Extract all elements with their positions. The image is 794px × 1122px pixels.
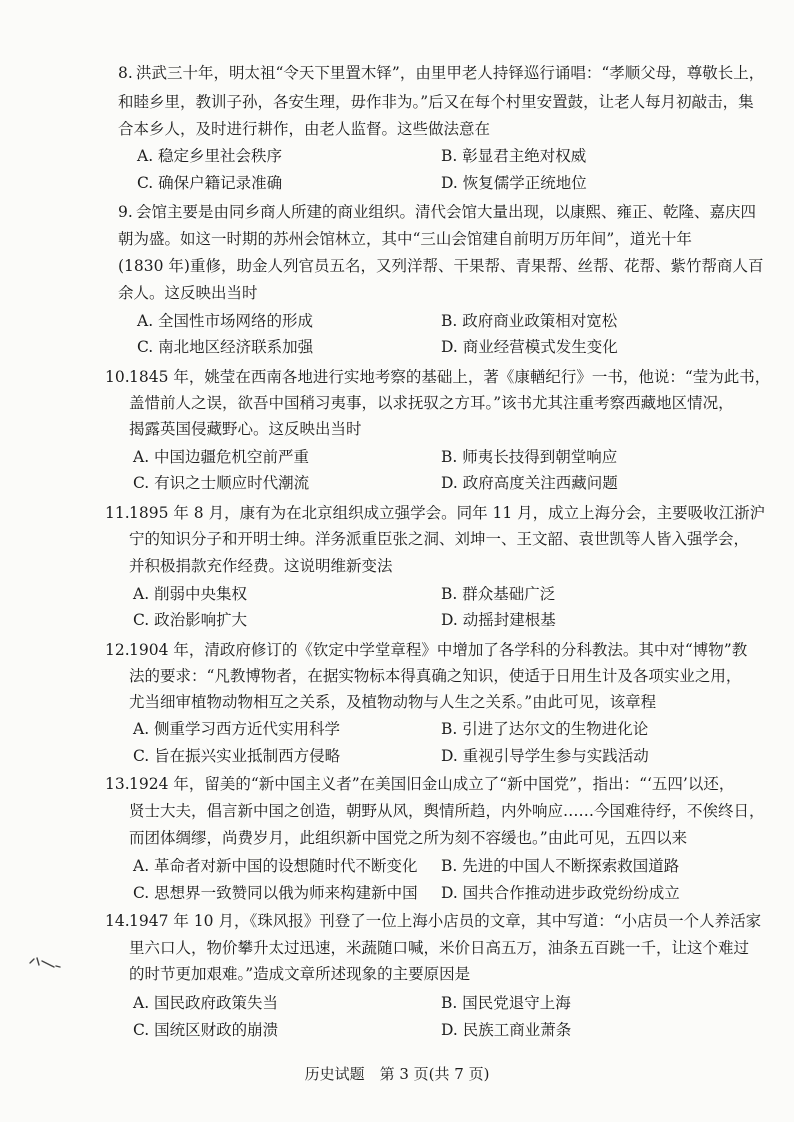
question-stem-line: 并积极捐款充作经费。这说明维新变法 <box>129 557 393 575</box>
question-stem-line: 揭露英国侵藏野心。这反映出当时 <box>129 420 362 438</box>
question-stem-line: 余人。这反映出当时 <box>118 284 258 302</box>
question-stem-line: 1895 年 8 月，康有为在北京组织成立强学会。同年 11 月，成立上海分会，主要吸收江浙沪 <box>129 504 766 522</box>
question-stem-line: 1947 年 10 月，《珠风报》刊登了一位上海小店员的文章，其中写道：“小店员一个人养活家 <box>129 912 762 930</box>
question-number: 10. <box>105 368 130 386</box>
question-stem-line: 1904 年，清政府修订的《钦定中学堂章程》中增加了各学科的分科教法。其中对“博物”教 <box>129 641 748 659</box>
question-stem-line: 尤当细审植物动物相互之关系，及植物动物与人生之关系。”由此可见，该章程 <box>129 693 657 711</box>
option-d: D. 重视引导学生参与实践活动 <box>441 747 649 765</box>
option-c: C. 政治影响扩大 <box>133 611 248 629</box>
question-stem-line: 洪武三十年，明太祖“令天下里置木铎”，由里甲老人持铎巡行诵唱：“孝顺父母，尊敬长上， <box>136 64 765 82</box>
option-a: A. 国民政府政策失当 <box>133 994 279 1012</box>
option-d: D. 恢复儒学正统地位 <box>441 174 587 192</box>
option-c: C. 国统区财政的崩溃 <box>133 1021 279 1039</box>
option-a: A. 侧重学习西方近代实用科学 <box>133 720 341 738</box>
question-stem-line: 1845 年，姚莹在西南各地进行实地考察的基础上，著《康輶纪行》一书，他说：“莹为此书， <box>129 368 771 386</box>
question-stem-line: 会馆主要是由同乡商人所建的商业组织。清代会馆大量出现，以康熙、雍正、乾隆、嘉庆四 <box>136 203 757 221</box>
option-b: B. 政府商业政策相对宽松 <box>441 312 618 330</box>
option-b: B. 群众基础广泛 <box>441 585 556 603</box>
option-c: C. 有识之士顺应时代潮流 <box>133 474 310 492</box>
question-number: 14. <box>105 912 130 930</box>
question-number: 8. <box>118 64 133 82</box>
option-c: C. 思想界一致赞同以俄为师来构建新中国 <box>133 884 418 902</box>
page-footer: 历史试题 第 3 页(共 7 页) <box>304 1065 490 1083</box>
option-a: A. 革命者对新中国的设想随时代不断变化 <box>133 857 418 875</box>
option-b: B. 师夷长技得到朝堂响应 <box>441 448 618 466</box>
option-a: A. 削弱中央集权 <box>133 585 248 603</box>
option-b: B. 国民党退守上海 <box>441 994 571 1012</box>
option-d: D. 民族工商业萧条 <box>441 1021 572 1039</box>
question-stem-line: 朝为盛。如这一时期的苏州会馆林立，其中“三山会馆建自前明万历年间”，道光十年 <box>118 230 692 248</box>
option-d: D. 政府高度关注西藏问题 <box>441 474 618 492</box>
option-c: C. 确保户籍记录准确 <box>137 174 283 192</box>
question-stem-line: 而团体绸缪，尚费岁月，此组织新中国党之所为刻不容缓也。”由此可见，五四以来 <box>129 829 688 847</box>
question-stem-line: (1830 年)重修，助金人列官员五名，又列洋帮、干果帮、青果帮、丝帮、花帮、紫竹帮商人百 <box>118 257 764 275</box>
question-stem-line: 1924 年，留美的“新中国主义者”在美国旧金山成立了“新中国党”，指出：“‘五四’以还， <box>129 775 735 793</box>
option-d: D. 国共合作推动进步政党纷纷成立 <box>441 884 680 902</box>
option-c: C. 旨在振兴实业抵制西方侵略 <box>133 747 341 765</box>
question-stem-line: 法的要求：“凡教博物者，在据实物标本得真确之知识，使适于日用生计及各项实业之用， <box>129 667 742 685</box>
scan-mark <box>28 955 62 969</box>
option-d: D. 商业经营模式发生变化 <box>441 338 618 356</box>
question-stem-line: 和睦乡里，教训子孙，各安生理，毋作非为。”后又在每个村里安置鼓，让老人每月初敲击，集 <box>118 93 754 111</box>
option-c: C. 南北地区经济联系加强 <box>137 338 314 356</box>
option-a: A. 全国性市场网络的形成 <box>137 312 314 330</box>
option-a: A. 中国边疆危机空前严重 <box>133 448 310 466</box>
question-stem-line: 贤士大夫，倡言新中国之创造，朝野从风，舆情所趋，内外响应……今国难待纾，不俟终日， <box>129 802 765 820</box>
question-number: 11. <box>105 504 130 522</box>
question-number: 13. <box>105 775 130 793</box>
question-stem-line: 宁的知识分子和开明士绅。洋务派重臣张之洞、刘坤一、王文韶、袁世凯等人皆入强学会， <box>129 530 750 548</box>
question-number: 9. <box>118 203 133 221</box>
option-a: A. 稳定乡里社会秩序 <box>137 147 283 165</box>
question-stem-line: 合本乡人，及时进行耕作，由老人监督。这些做法意在 <box>118 120 491 138</box>
question-stem-line: 盖惜前人之误，欲吾中国稍习夷事，以求抚驭之方耳。”该书尤其注重考察西藏地区情况， <box>129 394 734 412</box>
option-d: D. 动摇封建根基 <box>441 611 556 629</box>
question-stem-line: 里六口人，物价攀升太过迅速，米蔬随口喊，米价日高五万，油条五百跳一千，让这个难过 <box>129 939 750 957</box>
option-b: B. 先进的中国人不断探索救国道路 <box>441 857 680 875</box>
question-number: 12. <box>105 641 130 659</box>
option-b: B. 彰显君主绝对权威 <box>441 147 587 165</box>
option-b: B. 引进了达尔文的生物进化论 <box>441 720 649 738</box>
question-stem-line: 的时节更加艰难。”造成文章所述现象的主要原因是 <box>129 965 471 983</box>
